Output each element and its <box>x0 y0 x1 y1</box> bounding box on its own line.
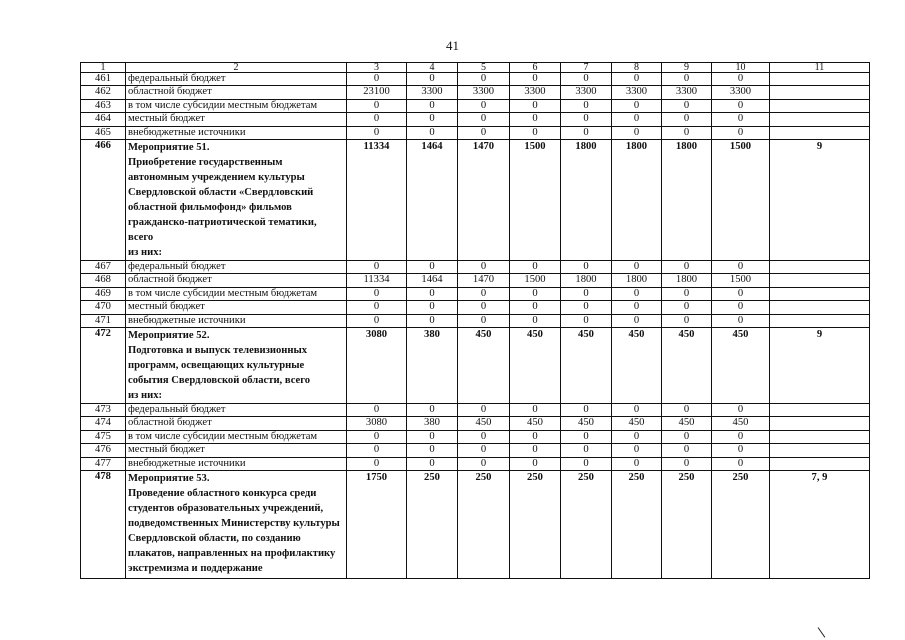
value-cell: 0 <box>347 314 407 327</box>
row-number-cell: 467 <box>81 261 126 274</box>
funding-source-cell: местный бюджет <box>126 113 347 126</box>
value-cell: 1500 <box>712 140 770 261</box>
value-cell: 0 <box>712 301 770 314</box>
value-cell: 0 <box>407 430 458 443</box>
value-cell: 0 <box>347 126 407 139</box>
value-cell: 0 <box>712 113 770 126</box>
table-row <box>81 126 870 139</box>
value-cell: 0 <box>712 314 770 327</box>
value-cell: 0 <box>712 457 770 470</box>
value-cell: 0 <box>347 287 407 300</box>
table-row <box>81 301 870 314</box>
value-cell: 450 <box>510 417 561 430</box>
target-indicator-cell <box>770 314 870 327</box>
value-cell: 1800 <box>662 140 712 261</box>
row-number-cell: 471 <box>81 314 126 327</box>
value-cell: 3300 <box>561 86 612 99</box>
table-row <box>81 73 870 86</box>
target-indicator-cell: 9 <box>770 140 870 261</box>
value-cell: 0 <box>510 99 561 112</box>
value-cell: 450 <box>561 417 612 430</box>
value-cell: 0 <box>612 314 662 327</box>
value-cell: 1470 <box>458 274 510 287</box>
page-number: 41 <box>446 38 459 53</box>
value-cell: 250 <box>612 471 662 579</box>
value-cell: 450 <box>612 417 662 430</box>
value-cell: 450 <box>612 328 662 404</box>
value-cell: 0 <box>407 301 458 314</box>
value-cell: 0 <box>662 287 712 300</box>
value-cell: 0 <box>612 113 662 126</box>
value-cell: 0 <box>662 444 712 457</box>
value-cell: 0 <box>712 126 770 139</box>
value-cell: 0 <box>510 444 561 457</box>
value-cell: 0 <box>510 287 561 300</box>
funding-source-cell: местный бюджет <box>126 301 347 314</box>
header-cell: 7 <box>561 63 612 73</box>
value-cell: 0 <box>662 73 712 86</box>
value-cell: 0 <box>407 457 458 470</box>
table-row <box>81 404 870 417</box>
value-cell: 0 <box>561 457 612 470</box>
value-cell: 0 <box>347 73 407 86</box>
value-cell: 0 <box>712 261 770 274</box>
value-cell: 0 <box>407 444 458 457</box>
row-number-cell: 464 <box>81 113 126 126</box>
value-cell: 0 <box>407 404 458 417</box>
value-cell: 3080 <box>347 417 407 430</box>
target-indicator-cell <box>770 113 870 126</box>
value-cell: 0 <box>561 73 612 86</box>
value-cell: 0 <box>612 430 662 443</box>
value-cell: 0 <box>458 261 510 274</box>
value-cell: 0 <box>347 404 407 417</box>
header-row <box>81 63 870 73</box>
funding-source-cell: в том числе субсидии местным бюджетам <box>126 287 347 300</box>
table-row <box>81 314 870 327</box>
scan-mark <box>818 627 826 637</box>
value-cell: 250 <box>458 471 510 579</box>
value-cell: 0 <box>407 73 458 86</box>
measure-description-cell: Мероприятие 53. Проведение областного конкурса среди студентов образовательных учреждений, подведомственных Министерству культуры Свердловской области, по созданию плакатов, направленных на профилактику экстремизма и поддержание <box>126 471 347 579</box>
value-cell: 0 <box>561 126 612 139</box>
value-cell: 250 <box>407 471 458 579</box>
value-cell: 0 <box>458 444 510 457</box>
value-cell: 0 <box>407 126 458 139</box>
table-row <box>81 430 870 443</box>
target-indicator-cell <box>770 287 870 300</box>
table-row <box>81 113 870 126</box>
table-row <box>81 274 870 287</box>
value-cell: 0 <box>662 99 712 112</box>
value-cell: 3300 <box>712 86 770 99</box>
value-cell: 1750 <box>347 471 407 579</box>
value-cell: 250 <box>712 471 770 579</box>
funding-source-cell: федеральный бюджет <box>126 261 347 274</box>
row-number-cell: 469 <box>81 287 126 300</box>
value-cell: 0 <box>510 404 561 417</box>
target-indicator-cell <box>770 444 870 457</box>
value-cell: 1500 <box>510 140 561 261</box>
value-cell: 0 <box>712 287 770 300</box>
value-cell: 0 <box>561 113 612 126</box>
value-cell: 0 <box>561 287 612 300</box>
row-number-cell: 477 <box>81 457 126 470</box>
row-number-cell: 468 <box>81 274 126 287</box>
funding-source-cell: областной бюджет <box>126 274 347 287</box>
value-cell: 3300 <box>407 86 458 99</box>
measure-row <box>81 140 870 261</box>
row-number-cell: 461 <box>81 73 126 86</box>
value-cell: 0 <box>407 113 458 126</box>
value-cell: 250 <box>561 471 612 579</box>
target-indicator-cell <box>770 261 870 274</box>
value-cell: 0 <box>561 430 612 443</box>
value-cell: 0 <box>407 314 458 327</box>
value-cell: 380 <box>407 328 458 404</box>
funding-source-cell: федеральный бюджет <box>126 404 347 417</box>
value-cell: 0 <box>458 314 510 327</box>
value-cell: 1800 <box>612 274 662 287</box>
row-number-cell: 472 <box>81 328 126 404</box>
budget-table <box>80 62 870 579</box>
value-cell: 0 <box>612 99 662 112</box>
header-cell: 6 <box>510 63 561 73</box>
table-row <box>81 287 870 300</box>
value-cell: 0 <box>510 314 561 327</box>
value-cell: 0 <box>407 261 458 274</box>
value-cell: 3080 <box>347 328 407 404</box>
row-number-cell: 478 <box>81 471 126 579</box>
row-number-cell: 474 <box>81 417 126 430</box>
value-cell: 3300 <box>510 86 561 99</box>
value-cell: 0 <box>510 261 561 274</box>
value-cell: 250 <box>510 471 561 579</box>
value-cell: 1800 <box>662 274 712 287</box>
value-cell: 3300 <box>662 86 712 99</box>
value-cell: 3300 <box>612 86 662 99</box>
value-cell: 0 <box>612 444 662 457</box>
target-indicator-cell <box>770 417 870 430</box>
funding-source-cell: местный бюджет <box>126 444 347 457</box>
value-cell: 0 <box>712 444 770 457</box>
value-cell: 0 <box>612 457 662 470</box>
funding-source-cell: областной бюджет <box>126 417 347 430</box>
value-cell: 0 <box>712 430 770 443</box>
funding-source-cell: областной бюджет <box>126 86 347 99</box>
target-indicator-cell <box>770 99 870 112</box>
value-cell: 0 <box>662 113 712 126</box>
value-cell: 0 <box>510 126 561 139</box>
target-indicator-cell <box>770 126 870 139</box>
header-cell: 3 <box>347 63 407 73</box>
value-cell: 450 <box>712 417 770 430</box>
value-cell: 11334 <box>347 140 407 261</box>
value-cell: 23100 <box>347 86 407 99</box>
row-number-cell: 470 <box>81 301 126 314</box>
value-cell: 0 <box>510 457 561 470</box>
value-cell: 0 <box>612 261 662 274</box>
value-cell: 0 <box>662 314 712 327</box>
value-cell: 0 <box>712 404 770 417</box>
value-cell: 1800 <box>561 140 612 261</box>
row-number-cell: 462 <box>81 86 126 99</box>
measure-row <box>81 471 870 579</box>
value-cell: 0 <box>612 404 662 417</box>
value-cell: 0 <box>662 404 712 417</box>
table-row <box>81 99 870 112</box>
header-cell: 4 <box>407 63 458 73</box>
value-cell: 1800 <box>561 274 612 287</box>
value-cell: 1464 <box>407 140 458 261</box>
value-cell: 0 <box>612 301 662 314</box>
value-cell: 0 <box>458 430 510 443</box>
header-cell: 1 <box>81 63 126 73</box>
value-cell: 0 <box>407 287 458 300</box>
target-indicator-cell <box>770 73 870 86</box>
value-cell: 0 <box>662 301 712 314</box>
value-cell: 0 <box>712 73 770 86</box>
row-number-cell: 476 <box>81 444 126 457</box>
header-cell: 11 <box>770 63 870 73</box>
value-cell: 0 <box>510 73 561 86</box>
value-cell: 0 <box>458 113 510 126</box>
header-cell: 5 <box>458 63 510 73</box>
target-indicator-cell <box>770 301 870 314</box>
funding-source-cell: в том числе субсидии местным бюджетам <box>126 430 347 443</box>
table-row <box>81 86 870 99</box>
target-indicator-cell: 9 <box>770 328 870 404</box>
value-cell: 0 <box>662 457 712 470</box>
funding-source-cell: внебюджетные источники <box>126 126 347 139</box>
table-row <box>81 261 870 274</box>
target-indicator-cell: 7, 9 <box>770 471 870 579</box>
value-cell: 0 <box>458 457 510 470</box>
measure-description-cell: Мероприятие 52. Подготовка и выпуск телевизионных программ, освещающих культурные события Свердловской области, всего из них: <box>126 328 347 404</box>
value-cell: 0 <box>458 73 510 86</box>
value-cell: 0 <box>612 73 662 86</box>
target-indicator-cell <box>770 274 870 287</box>
value-cell: 0 <box>561 301 612 314</box>
value-cell: 1800 <box>612 140 662 261</box>
value-cell: 0 <box>662 261 712 274</box>
value-cell: 0 <box>347 113 407 126</box>
value-cell: 0 <box>561 444 612 457</box>
table-row <box>81 444 870 457</box>
row-number-cell: 475 <box>81 430 126 443</box>
value-cell: 0 <box>347 457 407 470</box>
value-cell: 0 <box>612 126 662 139</box>
value-cell: 0 <box>561 99 612 112</box>
row-number-cell: 466 <box>81 140 126 261</box>
value-cell: 0 <box>510 301 561 314</box>
value-cell: 0 <box>712 99 770 112</box>
value-cell: 380 <box>407 417 458 430</box>
header-cell: 8 <box>612 63 662 73</box>
target-indicator-cell <box>770 86 870 99</box>
target-indicator-cell <box>770 404 870 417</box>
row-number-cell: 465 <box>81 126 126 139</box>
value-cell: 0 <box>458 126 510 139</box>
value-cell: 250 <box>662 471 712 579</box>
table-body <box>81 73 870 579</box>
value-cell: 0 <box>458 287 510 300</box>
value-cell: 0 <box>662 126 712 139</box>
value-cell: 0 <box>458 404 510 417</box>
value-cell: 0 <box>612 287 662 300</box>
value-cell: 450 <box>662 417 712 430</box>
funding-source-cell: в том числе субсидии местным бюджетам <box>126 99 347 112</box>
table-row <box>81 457 870 470</box>
value-cell: 0 <box>510 430 561 443</box>
value-cell: 0 <box>561 404 612 417</box>
table-row <box>81 417 870 430</box>
value-cell: 0 <box>347 430 407 443</box>
funding-source-cell: внебюджетные источники <box>126 314 347 327</box>
value-cell: 0 <box>510 113 561 126</box>
value-cell: 450 <box>662 328 712 404</box>
value-cell: 1470 <box>458 140 510 261</box>
header-cell: 9 <box>662 63 712 73</box>
value-cell: 1500 <box>712 274 770 287</box>
row-number-cell: 463 <box>81 99 126 112</box>
value-cell: 450 <box>712 328 770 404</box>
measure-description-cell: Мероприятие 51. Приобретение государственным автономным учреждением культуры Свердловской области «Свердловский областной фильмофонд» фильмов гражданско-патриотической тематики, всего из них: <box>126 140 347 261</box>
value-cell: 1464 <box>407 274 458 287</box>
value-cell: 0 <box>458 301 510 314</box>
value-cell: 0 <box>347 99 407 112</box>
value-cell: 0 <box>407 99 458 112</box>
funding-source-cell: федеральный бюджет <box>126 73 347 86</box>
row-number-cell: 473 <box>81 404 126 417</box>
value-cell: 450 <box>458 328 510 404</box>
value-cell: 3300 <box>458 86 510 99</box>
header-cell: 2 <box>126 63 347 73</box>
value-cell: 0 <box>662 430 712 443</box>
value-cell: 0 <box>561 314 612 327</box>
value-cell: 0 <box>458 99 510 112</box>
value-cell: 0 <box>347 261 407 274</box>
funding-source-cell: внебюджетные источники <box>126 457 347 470</box>
value-cell: 0 <box>561 261 612 274</box>
value-cell: 450 <box>561 328 612 404</box>
header-cell: 10 <box>712 63 770 73</box>
target-indicator-cell <box>770 430 870 443</box>
target-indicator-cell <box>770 457 870 470</box>
value-cell: 0 <box>347 444 407 457</box>
measure-row <box>81 328 870 404</box>
value-cell: 1500 <box>510 274 561 287</box>
value-cell: 450 <box>510 328 561 404</box>
value-cell: 450 <box>458 417 510 430</box>
value-cell: 11334 <box>347 274 407 287</box>
value-cell: 0 <box>347 301 407 314</box>
